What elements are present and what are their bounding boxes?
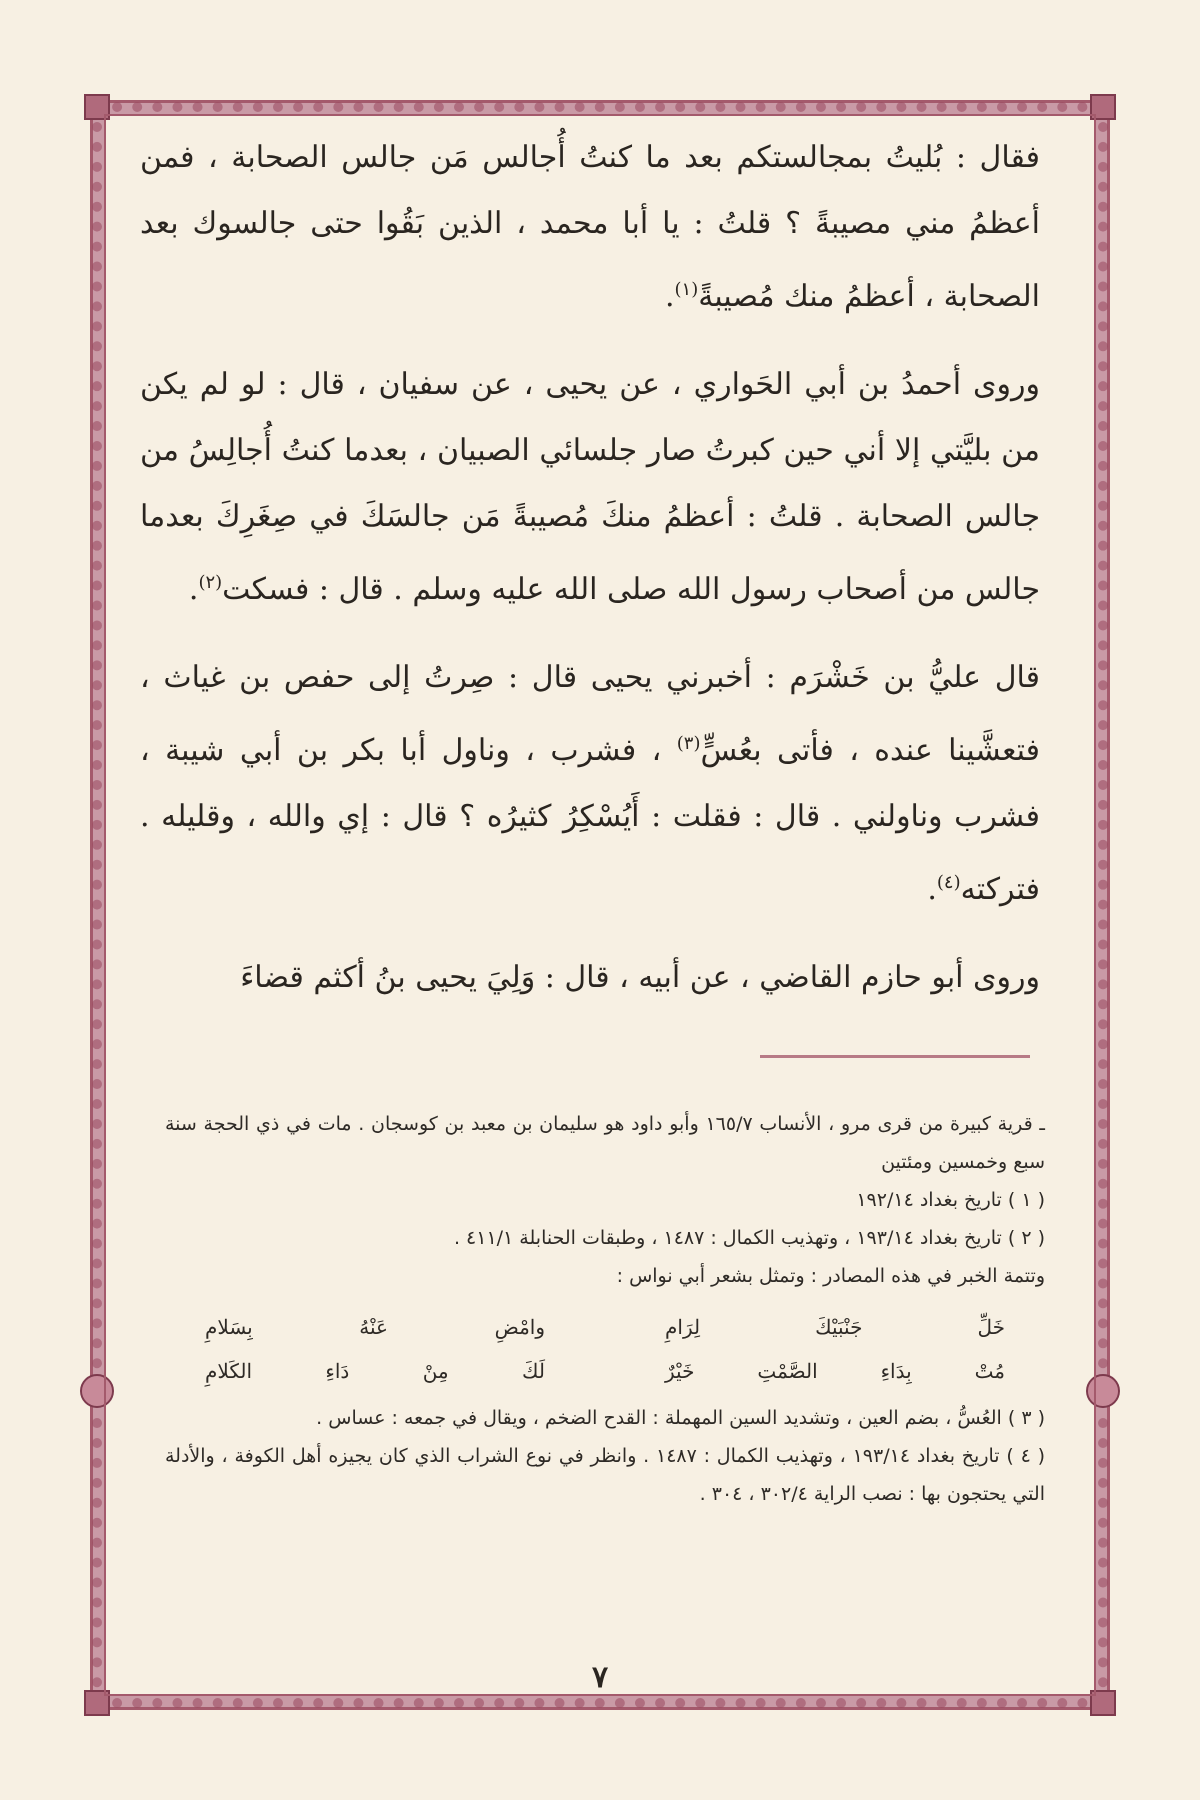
footnote-marker: (١) (674, 279, 699, 300)
footnote-marker: (٤) (936, 872, 961, 893)
poem-verses (165, 1295, 1045, 1399)
paragraph (140, 945, 1040, 1011)
verse-hemistich: وامْضِ عَنْهُ بِسَلامِ (205, 1315, 545, 1339)
side-ornament (1086, 1374, 1120, 1408)
corner-ornament (1090, 94, 1116, 120)
paragraph: قال عليُّ بن خَشْرَم : أخبرني يحيى قال : صِرتُ إلى حفص بن غياث ، فتعشَّينا عنده ، فأتى بعُسٍّ$^{(٣)}$ ، فشرب ، وناول أبا بكر بن أبي شيبة ، فشرب وناولني . قال : فقلت : أَيُسْكِرُ كثيرُه ؟ قال : إي والله ، وقليله . فتركته$^{(٤)}$. (140, 660, 1040, 907)
footnote-3: ( ٣ ) العُسُّ ، بضم العين ، وتشديد السين المهملة : القدح الضخم ، ويقال في جمعه : عساس . (316, 1407, 1045, 1429)
paragraph-text: ، فشرب ، وناول أبا بكر بن أبي شيبة ، فشرب وناولني . قال : فقلت : أَيُسْكِرُ كثيرُه ؟ قال : إي والله ، وقليله . فتركته (140, 733, 1040, 907)
footnote-2-continued: وتتمة الخبر في هذه المصادر : وتمثل بشعر أبي نواس : (616, 1265, 1045, 1287)
main-text (140, 125, 1040, 1033)
footnote-marker: (٢) (198, 572, 223, 593)
verse-hemistich: مُتْ بِدَاءِ الصَّمْتِ خَيْرٌ (665, 1359, 1005, 1383)
paragraph-text: وروى أحمدُ بن أبي الحَواري ، عن يحيى ، عن سفيان ، قال : لو لم يكن من بليَّتي إلا أني حين كبرتُ صار جلسائي الصبيان ، بعدما كنتُ أُجالِسُ من جالس الصحابة . قلتُ : أعظمُ منكَ مُصيبةً مَن جالسَكَ في صِغَرِكَ بعدما جالس من أصحاب رسول الله صلى الله عليه وسلم . قال : فسكت (140, 367, 1040, 607)
verse-hemistich: لَكَ مِنْ دَاءِ الكَلامِ (205, 1359, 545, 1383)
corner-ornament (84, 94, 110, 120)
footnote-4: ( ٤ ) تاريخ بغداد ١٩٣/١٤ ، وتهذيب الكمال : ١٤٨٧ . وانظر في نوع الشراب الذي كان يجيزه أهل الكوفة ، والأدلة التي يحتجون بها : نصب الراية ٣٠٢/٤ ، ٣٠٤ . (165, 1445, 1046, 1505)
footnote-1: ( ١ ) تاريخ بغداد ١٩٢/١٤ (856, 1189, 1045, 1211)
paragraph: فقال : بُليتُ بمجالستكم بعد ما كنتُ أُجالس مَن جالس الصحابة ، فمن أعظمُ مني مصيبةً ؟ قلتُ : يا أبا محمد ، الذين بَقُوا حتى جالسوك بعد الصحابة ، أعظمُ منك مُصيبةً$^{(١)}$. (140, 140, 1040, 314)
paragraph: وروى أحمدُ بن أبي الحَواري ، عن يحيى ، عن سفيان ، قال : لو لم يكن من بليَّتي إلا أني حين كبرتُ صار جلسائي الصبيان ، بعدما كنتُ أُجالِسُ من جالس الصحابة . قلتُ : أعظمُ منكَ مُصيبةً مَن جالسَكَ في صِغَرِكَ بعدما جالس من أصحاب رسول الله صلى الله عليه وسلم . قال : فسكت$^{(٢)}$. (140, 367, 1040, 607)
page-number: ٧ (591, 1660, 609, 1695)
verse-hemistich: خَلِّ جَنْبَيْكَ لِرَامِ (665, 1315, 1005, 1339)
footnote-divider (760, 1055, 1030, 1058)
footnote-carryover: ـ قرية كبيرة من قرى مرو ، الأنساب ١٦٥/٧ وأبو داود هو سليمان بن معبد بن كوسجان . مات في ذي الحجة سنة سبع وخمسين ومئتين (165, 1113, 1045, 1173)
footnote-2: ( ٢ ) تاريخ بغداد ١٩٣/١٤ ، وتهذيب الكمال : ١٤٨٧ ، وطبقات الحنابلة ٤١١/١ . (453, 1227, 1045, 1249)
footnote-marker: (٣) (676, 733, 701, 754)
paragraph-text: قال عليُّ بن خَشْرَم : أخبرني يحيى قال : صِرتُ إلى حفص بن غياث ، فتعشَّينا عنده ، فأتى بعُسٍّ (140, 660, 1040, 768)
side-ornament (80, 1374, 114, 1408)
footnotes (165, 1105, 1045, 1513)
paragraph-text: فقال : بُليتُ بمجالستكم بعد ما كنتُ أُجالس مَن جالس الصحابة ، فمن أعظمُ مني مصيبةً ؟ قلتُ : يا أبا محمد ، الذين بَقُوا حتى جالسوك بعد الصحابة ، أعظمُ منك مُصيبةً (140, 140, 1040, 314)
paragraph-text: وروى أبو حازم القاضي ، عن أبيه ، قال : وَلِيَ يحيى بنُ أكثم قضاءَ (240, 960, 1040, 995)
